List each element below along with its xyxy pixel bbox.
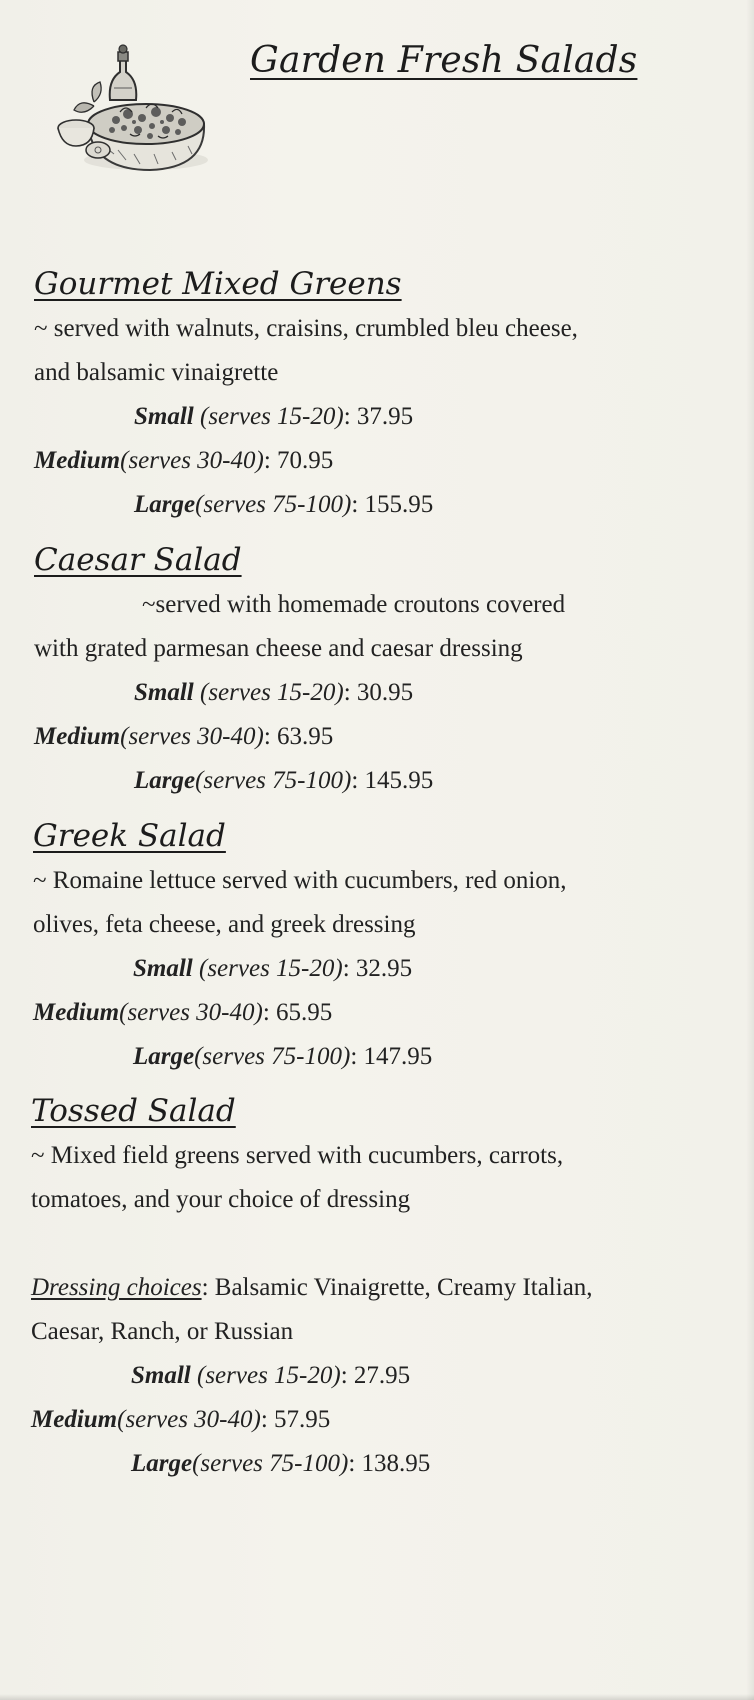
size-label: Small: [134, 403, 194, 430]
price-row-small: [33, 947, 567, 991]
serves-label: (serves 75-100): [195, 491, 352, 518]
serves-label: (serves 30-40): [117, 1406, 261, 1433]
serves-label: (serves 15-20): [190, 1362, 341, 1389]
price-row-medium: [34, 439, 578, 483]
price-row-large: [34, 759, 565, 803]
serves-label: (serves 15-20): [193, 679, 344, 706]
description-line: olives, feta cheese, and greek dressing: [33, 911, 416, 938]
price-row-large: [33, 1035, 567, 1079]
price-value: : 138.95: [348, 1450, 431, 1477]
section-title: Gourmet Mixed Greens: [34, 266, 402, 302]
price-value: : 63.95: [263, 723, 334, 750]
paper-edge-shadow: [746, 0, 754, 1700]
size-label: Large: [134, 767, 196, 794]
price-row-large: [31, 1442, 593, 1486]
price-value: : 32.95: [342, 955, 413, 982]
description-line: ~served with homemade croutons covered: [142, 591, 566, 618]
serves-label: (serves 30-40): [120, 723, 264, 750]
menu-section-greek-salad: [33, 813, 567, 1079]
salad-bowl-illustration: [54, 42, 214, 182]
price-value: : 30.95: [343, 679, 414, 706]
price-row-medium: [33, 991, 567, 1035]
price-value: : 147.95: [350, 1043, 433, 1070]
price-row-small: [34, 671, 565, 715]
price-row-small: [31, 1354, 593, 1398]
size-label: Small: [133, 955, 193, 982]
description-line: ~ Romaine lettuce served with cucumbers, red onion,: [33, 867, 567, 894]
serves-label: (serves 75-100): [194, 1043, 351, 1070]
section-title: Caesar Salad: [34, 542, 242, 578]
price-value: : 155.95: [351, 491, 434, 518]
description-line: ~ Mixed field greens served with cucumbers, carrots,: [31, 1142, 564, 1169]
price-value: : 65.95: [262, 999, 333, 1026]
serves-label: (serves 15-20): [192, 955, 343, 982]
page-title: Garden Fresh Salads: [250, 40, 638, 81]
size-label: Small: [131, 1362, 191, 1389]
serves-label: (serves 30-40): [119, 999, 263, 1026]
size-label: Small: [134, 679, 194, 706]
price-value: : 70.95: [263, 447, 334, 474]
price-row-large: [34, 483, 578, 527]
price-row-small: [34, 395, 578, 439]
price-value: : 57.95: [260, 1406, 331, 1433]
paper-bottom-shadow: [0, 1694, 754, 1700]
serves-label: (serves 15-20): [193, 403, 344, 430]
dressing-choices-text-continued: Caesar, Ranch, or Russian: [31, 1318, 294, 1345]
spacer: [31, 1222, 593, 1266]
section-title: Tossed Salad: [31, 1093, 236, 1129]
description-line: with grated parmesan cheese and caesar dressing: [34, 635, 523, 662]
description-line: and balsamic vinaigrette: [34, 359, 279, 386]
size-label: Medium: [34, 447, 121, 474]
size-label: Large: [131, 1450, 193, 1477]
menu-section-caesar-salad: [34, 537, 565, 803]
dressing-choices-line: [31, 1266, 593, 1310]
section-title: Greek Salad: [33, 818, 226, 854]
size-label: Medium: [33, 999, 120, 1026]
price-row-medium: [34, 715, 565, 759]
dressing-choices-text: : Balsamic Vinaigrette, Creamy Italian,: [201, 1274, 593, 1301]
serves-label: (serves 75-100): [192, 1450, 349, 1477]
description-line: tomatoes, and your choice of dressing: [31, 1186, 411, 1213]
price-value: : 37.95: [343, 403, 414, 430]
price-value: : 145.95: [351, 767, 434, 794]
price-row-medium: [31, 1398, 593, 1442]
menu-section-gourmet-mixed-greens: [34, 261, 578, 527]
menu-section-tossed-salad: [31, 1088, 593, 1486]
serves-label: (serves 75-100): [195, 767, 352, 794]
size-label: Large: [134, 491, 196, 518]
dressing-choices-label: Dressing choices: [31, 1274, 202, 1301]
serves-label: (serves 30-40): [120, 447, 264, 474]
size-label: Medium: [31, 1406, 118, 1433]
description-line: ~ served with walnuts, craisins, crumbled bleu cheese,: [34, 315, 578, 342]
price-value: : 27.95: [340, 1362, 411, 1389]
size-label: Large: [133, 1043, 195, 1070]
size-label: Medium: [34, 723, 121, 750]
